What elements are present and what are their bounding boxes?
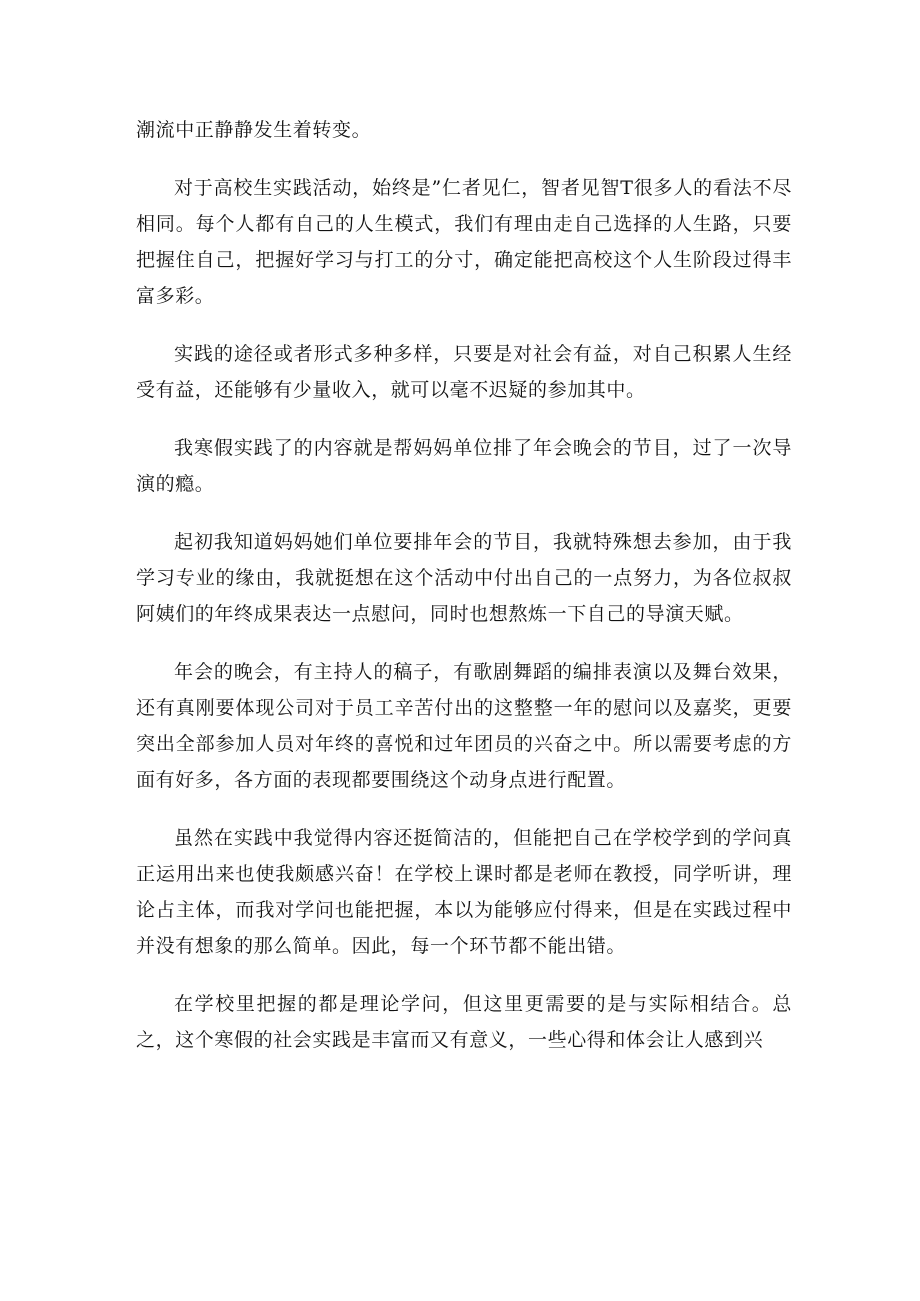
- paragraph-continuation: 潮流中正静静发生着转变。: [136, 119, 372, 141]
- paragraph-practice-forms: 实践的途径或者形式多种多样，只要是对社会有益，对自己积累人生经受有益，还能够有少量收入，就可以毫不迟疑的参加其中。: [136, 343, 792, 401]
- document-body: [136, 112, 792, 1080]
- paragraph-initial-motivation: 起初我知道妈妈她们单位要排年会的节目，我就特殊想去参加，由于我学习专业的缘由，我就挺想在这个活动中付出自己的一点努力，为各位叔叔阿姨们的年终成果表达一点慰问，同时也想熬炼一下自己的导演天赋。: [136, 531, 792, 625]
- paragraph-annual-party: 年会的晚会，有主持人的稿子，有歌剧舞蹈的编排表演以及舞台效果，还有真刚要体现公司对于员工辛苦付出的这整整一年的慰问以及嘉奖，更要突出全部参加人员对年终的喜悦和过年团员的兴奋之中。所以需要考虑的方面有好多，各方面的表现都要围绕这个动身点进行配置。: [136, 661, 792, 791]
- paragraph-winter-practice-content: 我寒假实践了的内容就是帮妈妈单位排了年会晚会的节目，过了一次导演的瘾。: [136, 437, 792, 495]
- paragraph-student-practice-views: 对于高校生实践活动，始终是”仁者见仁，智者见智T很多人的看法不尽相同。每个人都有自己的人生模式，我们有理由走自己选择的人生路，只要把握住自己，把握好学习与打工的分寸，确定能把高校这个人生阶段过得丰富多彩。: [136, 177, 792, 307]
- paragraph-practice-reflection: 虽然在实践中我觉得内容还挺简洁的，但能把自己在学校学到的学问真正运用出来也使我颇感兴奋！在学校上课时都是老师在教授，同学听讲，理论占主体，而我对学问也能把握，本以为能够应付得来，但是在实践过程中并没有想象的那么简单。因此，每一个环节都不能出错。: [136, 827, 792, 957]
- paragraph-conclusion: 在学校里把握的都是理论学问，但这里更需要的是与实际相结合。总之，这个寒假的社会实践是丰富而又有意义，一些心得和体会让人感到兴: [136, 993, 792, 1051]
